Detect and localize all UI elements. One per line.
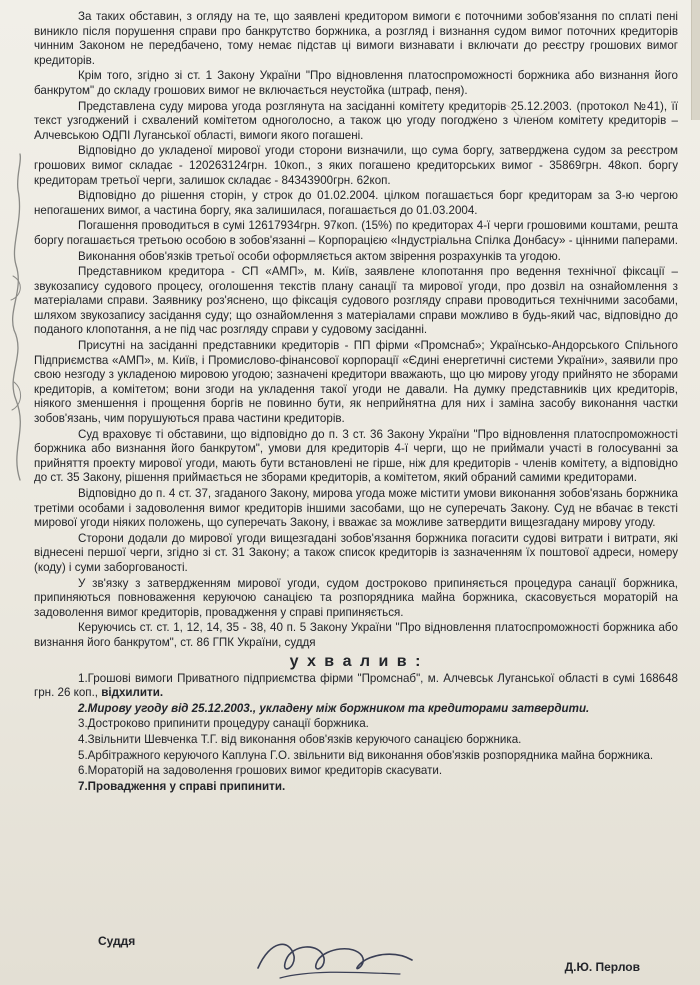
ruling-list	[34, 672, 678, 795]
ruling-item-1-text: 1.Грошові вимоги Приватного підприємства фірми "Промснаб", м. Алчевськ Луганської області в сумі 168648 грн. 26 коп.,	[34, 671, 678, 700]
ruling-item-4: 4.Звільнити Шевченка Т.Г. від виконання обов'язків керуючого санацією боржника.	[78, 732, 522, 746]
paragraph: Представлена суду мирова угода розглянута на засіданні комітету кредиторів 25.12.2003. (протокол №41), її текст узгоджений і схвалений комітетом одноголосно, а також цю угоду погоджено з членом комітету кредиторів – Алчевською ОДПІ Луганської області, вимоги якого погашені.	[34, 99, 678, 142]
paragraph: За таких обставин, з огляду на те, що заявлені кредитором вимоги є поточними зобов'язання по сплаті пені виникло після порушення справи про банкрутство боржника, а розгляд і визнання судом вимог поточних кредиторів чинним Законом не передбачено, тому немає підстав ці вимоги визнавати і включати до реєстру грошових вимог кредиторів.	[34, 10, 678, 67]
paragraph: Сторони додали до мирової угоди вищезгадані зобов'язання боржника погасити судові витрати і витрати, які віднесені першої черги, згідно зі ст. 31 Закону; а також список кредиторів із зазначенням їх поштової адреси, номеру (коду) і суми заборгованості.	[34, 531, 678, 574]
paragraph: Суд враховує ті обставини, що відповідно до п. 3 ст. 36 Закону України "Про відновлення платоспроможності боржника або визнання його банкрутом", умови для кредиторів 4-ї черги, що не приймали участі в голосуванні за прийняття проекту мирової угоди, мають бути встановлені не гірше, ніж для кредиторів - членів комітету, а відповідно до ст. 35 Закону, рішення приймається не зборами кредиторів, а комітетом, який обраний самими кредиторами.	[34, 427, 678, 485]
ruling-item-5: 5.Арбітражного керуючого Каплуна Г.О. звільнити від виконання обов'язків розпорядника майна боржника.	[78, 748, 654, 762]
paragraph: Виконання обов'язків третьої особи оформляється актом звірення розрахунків та угодою.	[78, 249, 561, 263]
faint-stamp-mark	[470, 90, 560, 130]
margin-pencil-note	[2, 150, 36, 490]
paragraph: Відповідно до рішення сторін, у строк до 01.02.2004. цілком погашається борг кредиторам за 3-ю чергою непогашених вимог, а частина боргу, яка залишилася, погашається до 01.03.2004.	[34, 189, 678, 217]
judge-name: Д.Ю. Перлов	[564, 960, 640, 974]
ruling-heading: у х в а л и в :	[289, 652, 423, 670]
paragraph: Крім того, згідно зі ст. 1 Закону України "Про відновлення платоспроможності боржника або визнання його банкрутом" до складу грошових вимог не включається неустойка (штраф, пеня).	[34, 69, 678, 97]
paragraph: Відповідно до п. 4 ст. 37, згаданого Закону, мирова угода може містити умови виконання зобов'язань боржника третіми особами і задоволення вимог кредиторів іншими засобами, що не суперечать Закону. Суд не вбачає в тексті мирової угоди ніяких положень, що суперечать Закону, і вважає за можливе затвердити вищезгадану мирову угоду.	[34, 487, 678, 530]
judge-role: Суддя	[98, 934, 136, 948]
ruling-item-1-verdict: відхилити.	[101, 686, 164, 700]
paragraph: Погашення проводиться в сумі 12617934грн. 97коп. (15%) по кредиторах 4-ї черги грошовими коштами, решта боргу погашається третьою особою в зобов'язанні – Корпорацією «Індустріальна Спілка Донбасу» - цінними паперами.	[34, 219, 678, 247]
paragraph: Відповідно до укладеної мирової угоди сторони визначили, що сума боргу, затверджена судом за реєстром грошових вимог складає - 120263124грн. 10коп., з яких погашено кредиторських вимог - 35869грн. 48коп. боргу кредиторам третьої черги, залишок складає - 84343900грн. 62коп.	[34, 144, 678, 187]
paragraph: Керуючись ст. ст. 1, 12, 14, 35 - 38, 40 п. 5 Закону України "Про відновлення платоспроможності боржника або визнання його банкрутом", ст. 86 ГПК України, суддя	[34, 621, 678, 649]
page-edge	[691, 0, 700, 120]
ruling-item-6: 6.Мораторій на задоволення грошових вимог кредиторів скасувати.	[78, 764, 443, 778]
ruling-item-3: 3.Достроково припинити процедуру санації боржника.	[78, 717, 369, 731]
document-body	[34, 10, 678, 651]
paragraph: У зв'язку з затвердженням мирової угоди, судом достроково припиняється процедура санації боржника, припиняються повноваження керуючою санацією та розпорядника майна боржника, скасовується мораторій на задоволення вимог кредиторів, провадження у справі припиняється.	[34, 576, 678, 619]
ruling-item-7: 7.Провадження у справі припинити.	[78, 779, 286, 793]
paragraph: Представником кредитора - СП «АМП», м. Київ, заявлене клопотання про ведення технічної фіксації – звукозапису судового процесу, оголошення текстів плану санації та мирової угоди, про дозвіл на ознайомлення з матеріалами справи. Заявнику роз'яснено, що фіксація судового розгляду справи проводиться технічними засобами, шляхом звукозапису засідання суду; що ознайомлення з матеріалами справи можливо в будь-який час, відповідно до поданого клопотання, а не під час розгляду справи у судовому засіданні.	[34, 265, 678, 337]
ruling-item-1	[34, 672, 678, 701]
paragraph: Присутні на засіданні представники кредиторів - ПП фірми «Промснаб»; Українсько-Андорського Спільного Підприємства «АМП», м. Київ, і Промислово-фінансової корпорації «Єдині енергетичні системи України», заявили про свою незгоду з укладеною мировою угодою; зазначені кредитори вважають, що цю мирову угоду прийнято не зборами кредиторів, а комітетом; вони згоди на укладення такої угоди не давали. На думку представників цих кредиторів, ніякого зменшення і прощення боргів не повинно бути, як неприйнятна для них і заміна засобу виконання частки зобов'язань, чим порушуються права частини кредиторів.	[34, 339, 678, 426]
ruling-item-2: 2.Мирову угоду від 25.12.2003., укладену між боржником та кредиторами затвердити.	[78, 701, 590, 715]
handwritten-signature	[250, 930, 420, 985]
